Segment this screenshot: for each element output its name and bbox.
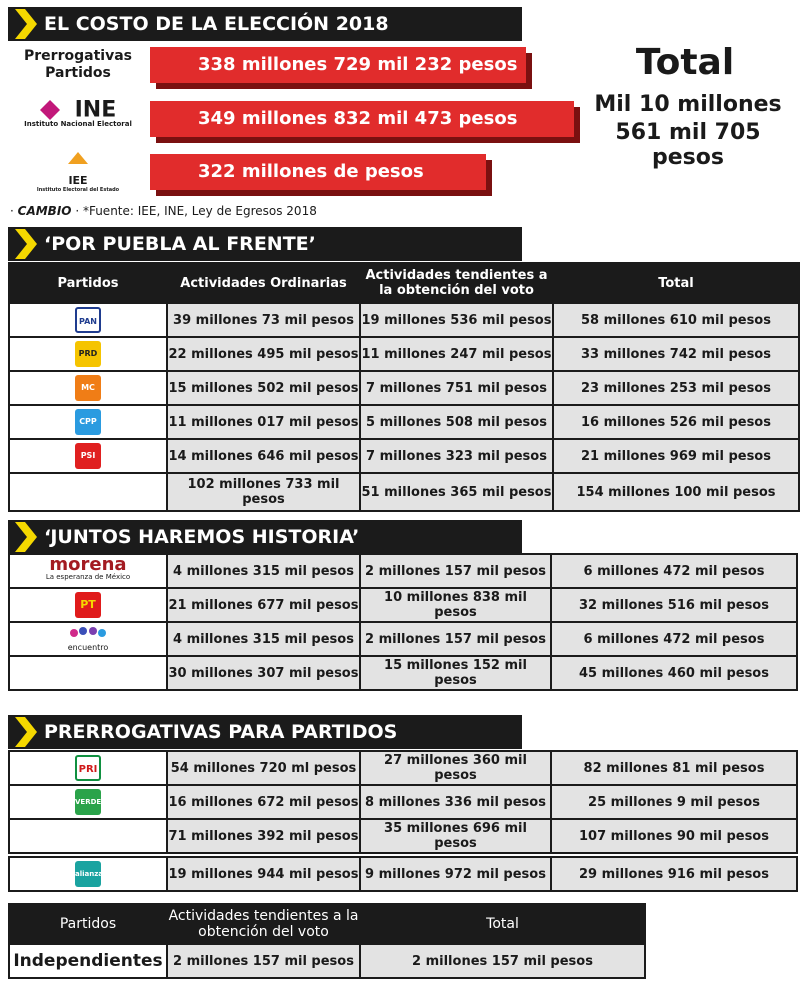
voto-cell: 9 millones 972 mil pesos (360, 857, 551, 891)
total-cell: 6 millones 472 mil pesos (551, 554, 797, 588)
independientes-table (8, 903, 646, 979)
col-partidos: Partidos (9, 904, 167, 944)
total-cell: 16 millones 526 mil pesos (553, 405, 799, 439)
party-cell (9, 588, 167, 622)
prerrogativas-bar: 338 millones 729 mil 232 pesos (150, 47, 526, 83)
party-cell (9, 751, 167, 785)
iee-sub: Instituto Electoral del Estado (36, 187, 120, 193)
ordinarias-cell: 102 millones 733 mil pesos (167, 473, 360, 511)
total-cell: 29 millones 916 mil pesos (551, 857, 797, 891)
pan-logo-icon: PAN (75, 307, 101, 333)
table-header-row (9, 904, 645, 944)
party-cell (9, 405, 167, 439)
total-cell: 2 millones 157 mil pesos (360, 944, 645, 978)
por-puebla-title: ‘POR PUEBLA AL FRENTE’ (44, 233, 316, 255)
table-row (9, 588, 797, 622)
por-puebla-table (8, 262, 800, 512)
table-row (9, 371, 799, 405)
cpp-logo-icon: CPP (75, 409, 101, 435)
voto-cell: 35 millones 696 mil pesos (360, 819, 551, 853)
party-cell (9, 337, 167, 371)
verde-logo-icon: VERDE (75, 789, 101, 815)
total-cell: 6 millones 472 mil pesos (551, 622, 797, 656)
juntos-table (8, 553, 798, 691)
cost-header (8, 7, 522, 41)
prerrogativas-title: PRERROGATIVAS PARA PARTIDOS (44, 721, 398, 743)
total-cell: 21 millones 969 mil pesos (553, 439, 799, 473)
table-row (9, 622, 797, 656)
chevron-icon (15, 9, 39, 39)
source-text: *Fuente: IEE, INE, Ley de Egresos 2018 (82, 204, 317, 218)
ordinarias-cell: 21 millones 677 mil pesos (167, 588, 360, 622)
mc-logo-icon: MC (75, 375, 101, 401)
party-cell (9, 656, 167, 690)
ordinarias-cell: 39 millones 73 mil pesos (167, 303, 360, 337)
ordinarias-cell: 16 millones 672 mil pesos (167, 785, 360, 819)
morena-logo: morena (49, 554, 127, 575)
voto-cell: 2 millones 157 mil pesos (360, 554, 551, 588)
voto-cell: 2 millones 157 mil pesos (360, 622, 551, 656)
total-cell: 32 millones 516 mil pesos (551, 588, 797, 622)
prerrogativas-table (8, 750, 798, 854)
party-cell (9, 857, 167, 891)
cost-title: EL COSTO DE LA ELECCIÓN 2018 (44, 13, 389, 35)
ordinarias-cell: 4 millones 315 mil pesos (167, 622, 360, 656)
total-cell: 58 millones 610 mil pesos (553, 303, 799, 337)
voto-cell: 19 millones 536 mil pesos (360, 303, 553, 337)
juntos-header (8, 520, 522, 554)
encuentro-name: encuentro (67, 642, 109, 652)
morena-sub: La esperanza de México (45, 573, 131, 581)
table-sum-row (9, 473, 799, 511)
table-header-row (9, 263, 799, 303)
source-note: · CAMBIO · *Fuente: IEE, INE, Ley de Egresos 2018 (10, 204, 317, 218)
col-total: Total (360, 904, 645, 944)
voto-cell: 5 millones 508 mil pesos (360, 405, 553, 439)
total-cell: 25 millones 9 mil pesos (551, 785, 797, 819)
ordinarias-cell: 11 millones 017 mil pesos (167, 405, 360, 439)
voto-cell: 8 millones 336 mil pesos (360, 785, 551, 819)
total-cell: 33 millones 742 mil pesos (553, 337, 799, 371)
ine-sub: Instituto Nacional Electoral (24, 120, 132, 128)
ordinarias-cell: 22 millones 495 mil pesos (167, 337, 360, 371)
psi-logo-icon: PSI (75, 443, 101, 469)
iee-name: IEE (68, 174, 88, 187)
party-cell (9, 785, 167, 819)
table-row (9, 751, 797, 785)
juntos-title: ‘JUNTOS HAREMOS HISTORIA’ (44, 526, 360, 548)
prerrogativas-label: Prerrogativas Partidos (24, 48, 132, 81)
ordinarias-cell: 71 millones 392 mil pesos (167, 819, 360, 853)
total-cell: 154 millones 100 mil pesos (553, 473, 799, 511)
voto-cell: 15 millones 152 mil pesos (360, 656, 551, 690)
col-voto: Actividades tendientes a la obtención del voto (360, 263, 553, 303)
table-row (9, 785, 797, 819)
col-ordinarias: Actividades Ordinarias (167, 263, 360, 303)
party-cell (9, 554, 167, 588)
ordinarias-cell: 19 millones 944 mil pesos (167, 857, 360, 891)
iee-mark-icon (63, 152, 93, 170)
ine-name: INE (74, 97, 117, 123)
total-line-2: 561 mil 705 pesos (615, 120, 761, 170)
voto-cell: 51 millones 365 mil pesos (360, 473, 553, 511)
independientes-label: Independientes (9, 944, 167, 978)
total-cell: 82 millones 81 mil pesos (551, 751, 797, 785)
ine-bar: 349 millones 832 mil 473 pesos (150, 101, 574, 137)
pt-logo-icon: PT (75, 592, 101, 618)
table-row (9, 439, 799, 473)
table-row (9, 857, 797, 891)
ordinarias-cell: 30 millones 307 mil pesos (167, 656, 360, 690)
party-cell (9, 473, 167, 511)
voto-cell: 2 millones 157 mil pesos (167, 944, 360, 978)
col-partidos: Partidos (9, 263, 167, 303)
alianza-logo-icon: alianza (75, 861, 101, 887)
source-brand: CAMBIO (17, 204, 72, 218)
col-total: Total (553, 263, 799, 303)
pri-logo-icon: PRI (75, 755, 101, 781)
col-voto: Actividades tendientes a la obtención del voto (167, 904, 360, 944)
voto-cell: 10 millones 838 mil pesos (360, 588, 551, 622)
party-cell (9, 371, 167, 405)
voto-cell: 7 millones 323 mil pesos (360, 439, 553, 473)
total-line-1: Mil 10 millones (594, 92, 782, 117)
ine-logo (18, 97, 138, 128)
iee-logo (18, 152, 138, 193)
ordinarias-cell: 14 millones 646 mil pesos (167, 439, 360, 473)
chevron-icon (15, 717, 39, 747)
chevron-icon (15, 522, 39, 552)
ordinarias-cell: 54 millones 720 ml pesos (167, 751, 360, 785)
voto-cell: 11 millones 247 mil pesos (360, 337, 553, 371)
prd-logo-icon: PRD (75, 341, 101, 367)
table-row (9, 405, 799, 439)
iee-bar: 322 millones de pesos (150, 154, 486, 190)
party-cell (9, 303, 167, 337)
party-cell (9, 819, 167, 853)
alianza-table (8, 856, 798, 892)
table-sum-row (9, 656, 797, 690)
table-sum-row (9, 819, 797, 853)
ine-mark-icon (40, 100, 70, 120)
table-row (9, 944, 645, 978)
encuentro-logo-icon (68, 626, 108, 640)
total-cell: 23 millones 253 mil pesos (553, 371, 799, 405)
ordinarias-cell: 15 millones 502 mil pesos (167, 371, 360, 405)
ordinarias-cell: 4 millones 315 mil pesos (167, 554, 360, 588)
total-title: Total (635, 42, 735, 83)
party-cell (9, 622, 167, 656)
voto-cell: 7 millones 751 mil pesos (360, 371, 553, 405)
por-puebla-header (8, 227, 522, 261)
table-row (9, 337, 799, 371)
table-row (9, 554, 797, 588)
total-cell: 45 millones 460 mil pesos (551, 656, 797, 690)
voto-cell: 27 millones 360 mil pesos (360, 751, 551, 785)
chevron-icon (15, 229, 39, 259)
table-row (9, 303, 799, 337)
total-cell: 107 millones 90 mil pesos (551, 819, 797, 853)
prerrogativas-header (8, 715, 522, 749)
party-cell (9, 439, 167, 473)
